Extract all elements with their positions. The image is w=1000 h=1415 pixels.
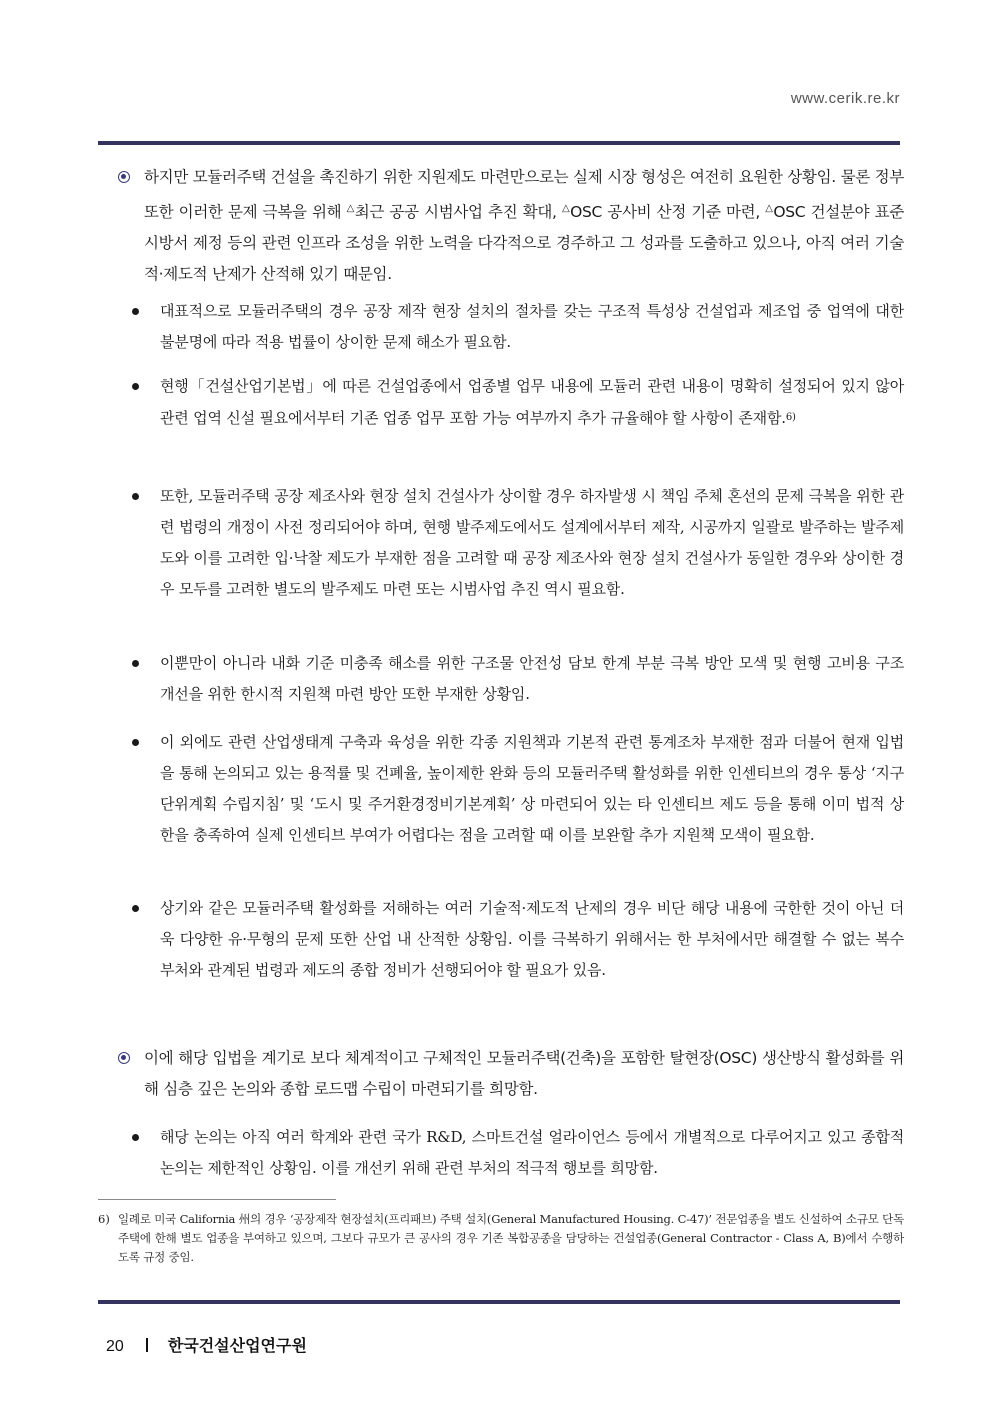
sub-point-7 xyxy=(130,1122,904,1184)
sub-point-text: 또한, 모듈러주택 공장 제조사와 현장 설치 건설사가 상이할 경우 하자발생 시 책임 주체 혼선의 문제 극복을 위한 관련 법령의 개정이 사전 정리되어야 하며, 현행 발주제도에서도 설계에서부터 제작, 시공까지 일괄로 발주하는 발주제도와 이를 고려한 입·낙찰 제도가 부재한 점을 고려할 때 공장 제조사와 현장 설치 건설사가 동일한 경우와 상이한 경우 모두를 고려한 별도의 발주제도 마련 또는 시범사업 추진 역시 필요함. xyxy=(160,487,904,598)
footnote-text: 일례로 미국 California 州의 경우 ‘공장제작 현장설치(프리패브) 주택 설치(General Manufactured Housing. C-47)’ 전문업종을 별도 신설하여 소규모 단독주택에 한해 별도 업종을 부여하고 있으며, 그보다 규모가 큰 공사의 경우 기존 복합공종을 담당하는 건설업종(General Contractor - Class A, B)에서 수행하도록 규정 중임. xyxy=(118,1212,904,1264)
organization-name: 한국건설산업연구원 xyxy=(167,1336,307,1355)
sub-point-text: 이뿐만이 아니라 내화 기준 미충족 해소를 위한 구조물 안전성 담보 한계 부분 극복 방안 모색 및 현행 고비용 구조 개선을 위한 한시적 지원책 마련 방안 또한 부재한 상황임. xyxy=(160,654,904,703)
circle-bullet-icon xyxy=(118,1052,130,1064)
sub-point-text: 해당 논의는 아직 여러 학계와 관련 국가 R&D, 스마트건설 얼라이언스 등에서 개별적으로 다루어지고 있고 종합적 논의는 제한적인 상황임. 이를 개선키 위해 관련 부처의 적극적 행보를 희망함. xyxy=(160,1128,904,1177)
bullet-dot-icon xyxy=(132,308,139,315)
sub-point-text: 상기와 같은 모듈러주택 활성화를 저해하는 여러 기술적·제도적 난제의 경우 비단 해당 내용에 국한한 것이 아닌 더욱 다양한 유·무형의 문제 또한 산업 내 산적한 상황임. 이를 극복하기 위해서는 한 부처에서만 해결할 수 없는 복수 부처와 관계된 법령과 제도의 종합 정비가 선행되어야 할 필요가 있음. xyxy=(160,899,904,979)
sub-point-3 xyxy=(130,481,904,605)
bullet-dot-icon xyxy=(132,383,139,390)
sub-point-text: 이 외에도 관련 산업생태계 구축과 육성을 위한 각종 지원책과 기본적 관련 통계조차 부재한 점과 더불어 현재 입법을 통해 논의되고 있는 용적률 및 건폐율, 높이제한 완화 등의 모듈러주택 활성화를 위한 인센티브의 경우 통상 ‘지구단위계획 수립지침’ 및 ‘도시 및 주거환경정비기본계획’ 상 마련되어 있는 타 인센티브 제도 등을 통해 이미 법적 상한을 충족하여 실제 인센티브 부여가 어렵다는 점을 고려할 때 이를 보완할 추가 지원책 모색이 필요함. xyxy=(160,733,904,844)
primary-point-text: 이에 해당 입법을 계기로 보다 체계적이고 구체적인 모듈러주택(건축)을 포함한 탈현장(OSC) 생산방식 활성화를 위해 심층 깊은 논의와 종합 로드맵 수립이 마련되기를 희망함. xyxy=(144,1049,904,1098)
bullet-dot-icon xyxy=(132,493,139,500)
bullet-dot-icon xyxy=(132,739,139,746)
sub-point-text: 현행「건설산업기본법」에 따른 건설업종에서 업종별 업무 내용에 모듈러 관련 내용이 명확히 설정되어 있지 않아 관련 업역 신설 필요에서부터 기존 업종 업무 포함 가능 여부까지 추가 규율해야 할 사항이 존재함.$^{6)}$ xyxy=(160,377,904,427)
primary-point-text: 하지만 모듈러주택 건설을 촉진하기 위한 지원제도 마련만으로는 실제 시장 형성은 여전히 요원한 상황임. 물론 정부 또한 이러한 문제 극복을 위해 △최근 공공 시범사업 추진 확대, △OSC 공사비 산정 기준 마련, △OSC 건설분야 표준시방서 제정 등의 관련 인프라 조성을 위한 노력을 다각적으로 경주하고 그 성과를 도출하고 있으나, 아직 여러 기술적·제도적 난제가 산적해 있기 때문임. xyxy=(144,168,904,283)
footnote xyxy=(98,1210,904,1267)
sub-point-4 xyxy=(130,648,904,710)
bullet-dot-icon xyxy=(132,1134,139,1141)
page-number: 20 xyxy=(106,1338,124,1355)
triangle-marker: △ xyxy=(346,203,355,214)
sub-point-text: 대표적으로 모듈러주택의 경우 공장 제작 현장 설치의 절차를 갖는 구조적 특성상 건설업과 제조업 중 업역에 대한 불분명에 따라 적용 법률이 상이한 문제 해소가 필요함. xyxy=(160,302,904,351)
top-rule xyxy=(98,141,900,145)
sub-point-5 xyxy=(130,727,904,851)
footnote-rule xyxy=(98,1199,336,1200)
sub-point-6 xyxy=(130,893,904,986)
site-url: www.cerik.re.kr xyxy=(790,90,900,107)
bottom-rule xyxy=(98,1300,900,1304)
footnote-ref[interactable]: 6) xyxy=(785,412,796,423)
primary-point-1 xyxy=(118,162,904,290)
footer-separator xyxy=(146,1338,148,1352)
sub-point-2 xyxy=(130,371,904,434)
sub-point-1 xyxy=(130,296,904,358)
primary-point-2 xyxy=(118,1043,904,1105)
bullet-dot-icon xyxy=(132,660,139,667)
page-footer xyxy=(106,1333,307,1356)
bullet-dot-icon xyxy=(132,905,139,912)
triangle-marker: △ xyxy=(765,203,774,214)
footnote-number: 6) xyxy=(98,1212,110,1226)
triangle-marker: △ xyxy=(561,203,571,214)
circle-bullet-icon xyxy=(118,171,130,183)
